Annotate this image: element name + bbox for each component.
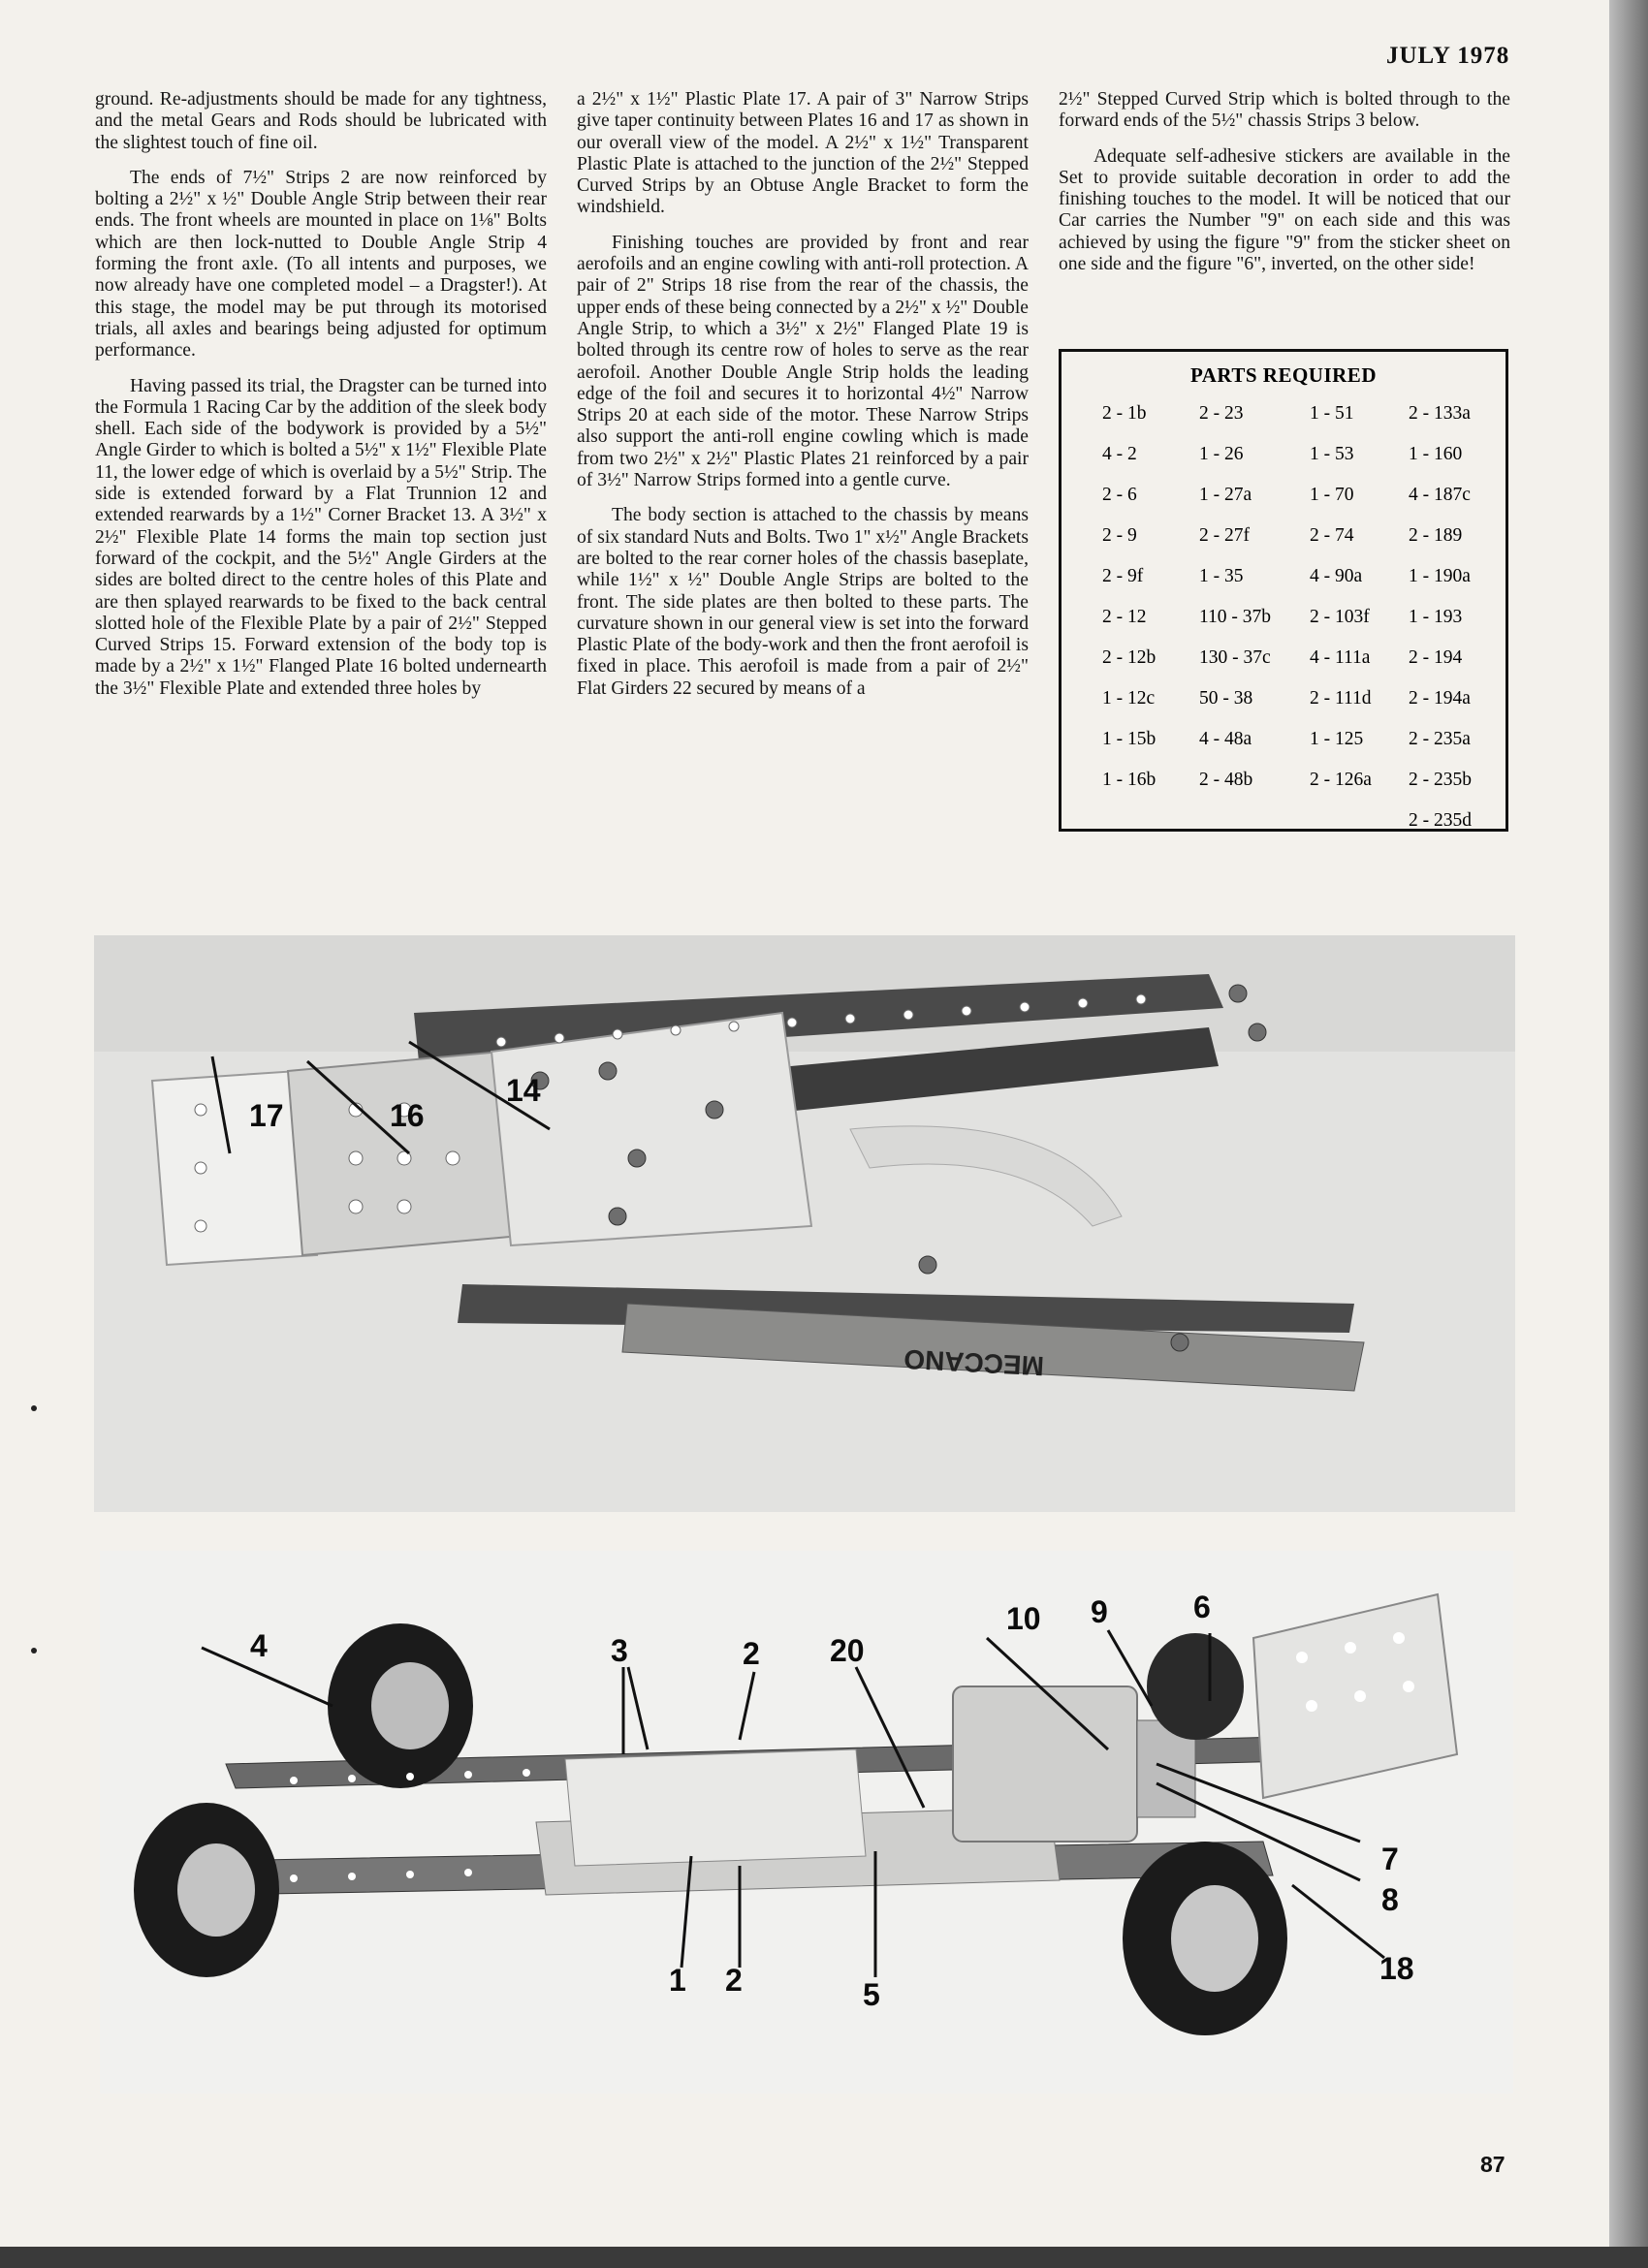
part-entry: 1 - 15b [1102, 729, 1157, 749]
part-entry [1310, 801, 1409, 841]
callout-label: 2 [743, 1636, 760, 1671]
callout-label: 17 [249, 1098, 284, 1133]
callout-label: 4 [250, 1628, 268, 1663]
part-entry: 2 - 48b [1199, 770, 1253, 790]
part-entry: 2 - 9 [1102, 525, 1137, 546]
part-entry: 130 - 37c [1199, 647, 1271, 668]
part-entry: 1 - 190a [1409, 566, 1471, 586]
part-entry: 2 - 126a [1310, 770, 1372, 790]
page-number: 87 [1480, 2152, 1505, 2177]
callout-label: 1 [669, 1963, 686, 1998]
part-entry: 2 - 12 [1102, 607, 1147, 627]
part-entry: 2 - 6 [1102, 485, 1137, 505]
meccano-stamp: MECCANO [903, 1343, 1045, 1382]
part-entry: 2 - 27f [1199, 525, 1250, 546]
part-entry: 2 - 12b [1102, 647, 1157, 668]
part-entry: 1 - 26 [1199, 444, 1244, 464]
part-entry: 110 - 37b [1199, 607, 1272, 627]
scan-mark [31, 1648, 37, 1654]
paragraph: Adequate self-adhesive stickers are available in the Set to provide suitable decoration in order to add the finishing touches to the model. It will be noticed that our Car carries the Number "9" on each side and this was achieved by using the figure "9" from the sticker sheet on one side and the figure "6", inverted, on the other side! [1059, 145, 1510, 275]
paragraph: The body section is attached to the chassis by means of six standard Nuts and Bolts. Two 1" x½" Angle Brackets are bolted to the rear corner holes of the chassis baseplate, while 1½" x ½" Double Angle Strips are bolted to the front. The side plates are then bolted to these parts. The curvature shown in our general view is set into the forward Plastic Plate of the body-work and then the front aerofoil is fixed in place. This aerofoil is made from a pair of 2½" Flat Girders 22 secured by means of a [577, 505, 1029, 699]
part-entry: 1 - 16b [1102, 770, 1157, 790]
chassis-illustration [100, 1551, 1513, 2094]
paragraph: Finishing touches are provided by front and rear aerofoils and an engine cowling with anti-roll protection. A pair of 2" Strips 18 rise from the rear of the chassis, the upper ends of these being connected by a 2½" x ½" Double Angle Strip, to which a 3½" x 2½" Flanged Plate 19 is bolted through its centre row of holes to serve as the rear aerofoil. Another Double Angle Strip holds the leading edge of the foil and secures it to horizontal 4½" Narrow Strips 20 at each side of the motor. These Narrow Strips also support the anti-roll engine cowling which is made from two 2½" x 2½" Plastic Plates 21 reinforced by a pair of 3½" Narrow Strips formed into a gentle curve. [577, 232, 1029, 491]
callout-label: 3 [611, 1633, 628, 1668]
text-column-2 [577, 89, 1029, 713]
callout-label: 6 [1193, 1590, 1211, 1624]
part-entry: 4 - 187c [1409, 485, 1471, 505]
part-entry [1102, 801, 1199, 841]
parts-list [1102, 394, 1505, 841]
part-entry: 4 - 90a [1310, 566, 1363, 586]
part-entry: 50 - 38 [1199, 688, 1253, 709]
part-entry: 2 - 9f [1102, 566, 1144, 586]
part-entry: 1 - 51 [1310, 403, 1354, 424]
callout-label: 9 [1091, 1594, 1108, 1629]
part-entry: 1 - 70 [1310, 485, 1354, 505]
part-entry: 4 - 48a [1199, 729, 1252, 749]
part-entry: 2 - 74 [1310, 525, 1354, 546]
part-entry: 4 - 111a [1310, 647, 1371, 668]
page-bottom-edge [0, 2247, 1648, 2268]
scan-mark [31, 1405, 37, 1411]
callout-label: 5 [863, 1977, 880, 2012]
chassis-photo [100, 1551, 1513, 2094]
part-entry: 2 - 133a [1409, 403, 1471, 424]
paragraph: Having passed its trial, the Dragster can be turned into the Formula 1 Racing Car by the addition of the sleek body shell. Each side of the bodywork is provided by a 5½" Angle Girder to which is bolted a 5½" x 1½" Flexible Plate 11, the lower edge of which is overlaid by a 5½" Strip. The side is extended forward by a Flat Trunnion 12 and extended rearwards by a 1½" Corner Bracket 13. A 3½" x 2½" Flexible Plate 14 forms the main top section just forward of the cockpit, and the 5½" Angle Girders at the sides are bolted direct to the centre holes of this Plate and are then splayed rearwards to be fixed to the back central slotted hole of the Flexible Plate by a pair of 2½" Stepped Curved Strips 15. Forward extension of the body top is made by a 2½" x 1½" Flanged Plate 16 bolted undernearth the 3½" Flexible Plate and extended three holes by [95, 375, 547, 699]
parts-required-title: PARTS REQUIRED [1190, 363, 1377, 387]
paragraph: a 2½" x 1½" Plastic Plate 17. A pair of 3" Narrow Strips give taper continuity between Plates 16 and 17 as shown in our overall view of the model. A 2½" x 1½" Transparent Plastic Plate is attached to the junction of the 2½" Stepped Curved Strips by an Obtuse Angle Bracket to form the windshield. [577, 89, 1029, 218]
part-entry: 1 - 125 [1310, 729, 1364, 749]
part-entry: 2 - 235d [1409, 810, 1472, 831]
text-column-1 [95, 89, 547, 713]
page-edge-shadow [1609, 0, 1648, 2268]
part-entry: 4 - 2 [1102, 444, 1137, 464]
issue-date: JULY 1978 [1386, 43, 1510, 69]
text-column-3 [1059, 89, 1510, 289]
part-entry: 1 - 53 [1310, 444, 1354, 464]
part-entry: 2 - 1b [1102, 403, 1147, 424]
parts-required-box [1059, 349, 1508, 832]
part-entry: 2 - 111d [1310, 688, 1372, 709]
paragraph: The ends of 7½" Strips 2 are now reinforced by bolting a 2½" x ½" Double Angle Strip between their rear ends. The front wheels are mounted in place on 1⅛" Bolts which are then lock-nutted to Double Angle Strip 4 forming the front axle. (To all intents and purposes, we now already have one completed model – a Dragster!). At this stage, the model may be put through its motorised trials, all axles and bearings being adjusted for optimum performance. [95, 167, 547, 362]
part-entry: 2 - 235b [1409, 770, 1472, 790]
body-shell-illustration [94, 935, 1515, 1512]
callout-label: 10 [1006, 1601, 1041, 1636]
part-entry: 1 - 27a [1199, 485, 1252, 505]
part-entry: 1 - 160 [1409, 444, 1463, 464]
callout-label: 14 [506, 1073, 541, 1108]
callout-label: 20 [830, 1633, 865, 1668]
part-entry [1199, 801, 1310, 841]
part-entry: 1 - 12c [1102, 688, 1156, 709]
callout-label: 2 [725, 1963, 743, 1998]
callout-label: 7 [1381, 1842, 1399, 1876]
part-entry: 2 - 235a [1409, 729, 1471, 749]
body-shell-photo [94, 935, 1515, 1512]
paragraph: 2½" Stepped Curved Strip which is bolted through to the forward ends of the 5½" chassis Strips 3 below. [1059, 89, 1510, 132]
part-entry: 2 - 194a [1409, 688, 1471, 709]
part-entry: 2 - 23 [1199, 403, 1244, 424]
part-entry: 2 - 189 [1409, 525, 1463, 546]
callout-label: 16 [390, 1098, 425, 1133]
part-entry: 2 - 103f [1310, 607, 1370, 627]
part-entry: 1 - 35 [1199, 566, 1244, 586]
callout-label: 18 [1379, 1951, 1414, 1986]
part-entry: 1 - 193 [1409, 607, 1463, 627]
callout-label: 8 [1381, 1882, 1399, 1917]
part-entry: 2 - 194 [1409, 647, 1463, 668]
paragraph: ground. Re-adjustments should be made for any tightness, and the metal Gears and Rods should be lubricated with the slightest touch of fine oil. [95, 89, 547, 153]
